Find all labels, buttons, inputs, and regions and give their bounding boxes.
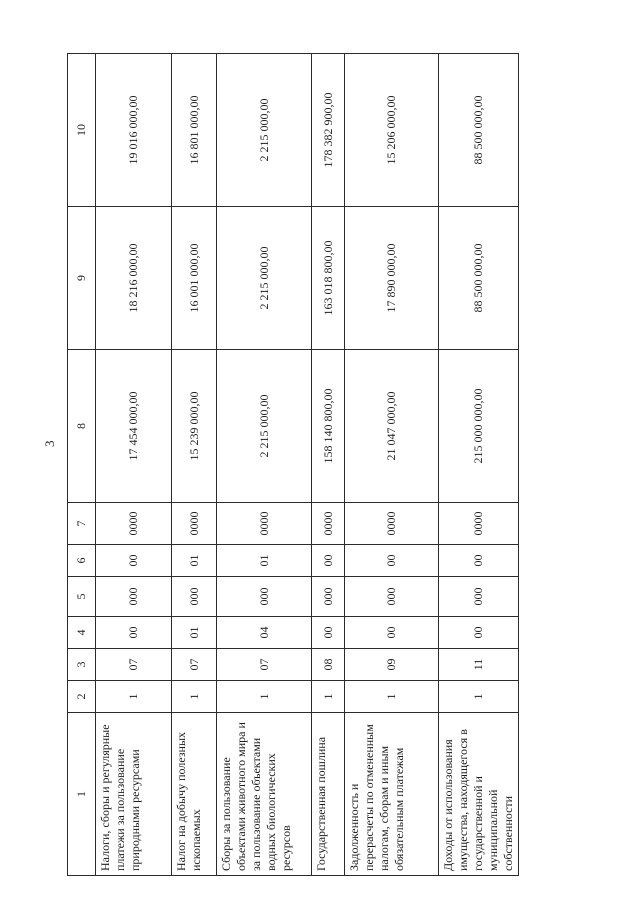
cell-c9: 163 018 800,00 bbox=[312, 207, 345, 350]
col-header-2: 2 bbox=[68, 681, 96, 713]
cell-c4: 00 bbox=[345, 617, 439, 649]
cell-c10: 19 016 000,00 bbox=[96, 54, 172, 207]
cell-c4: 04 bbox=[217, 617, 312, 649]
table-row bbox=[439, 54, 519, 876]
table-row bbox=[217, 54, 312, 876]
col-header-1: 1 bbox=[68, 713, 96, 876]
cell-c3: 08 bbox=[312, 649, 345, 681]
header-row bbox=[68, 54, 96, 876]
col-header-7: 7 bbox=[68, 503, 96, 545]
cell-c7: 0000 bbox=[217, 503, 312, 545]
budget-table bbox=[67, 53, 519, 876]
table-row bbox=[345, 54, 439, 876]
cell-c7: 0000 bbox=[312, 503, 345, 545]
cell-c10: 15 206 000,00 bbox=[345, 54, 439, 207]
col-header-4: 4 bbox=[68, 617, 96, 649]
cell-c4: 01 bbox=[172, 617, 217, 649]
col-header-8: 8 bbox=[68, 350, 96, 503]
table-row bbox=[172, 54, 217, 876]
row-name: Налоги, сборы и регулярные платежи за пользование природными ресурсами bbox=[96, 713, 172, 876]
cell-c5: 000 bbox=[172, 577, 217, 617]
cell-c3: 11 bbox=[439, 649, 519, 681]
cell-c9: 2 215 000,00 bbox=[217, 207, 312, 350]
cell-c6: 00 bbox=[439, 545, 519, 577]
cell-c2: 1 bbox=[172, 681, 217, 713]
cell-c5: 000 bbox=[345, 577, 439, 617]
cell-c7: 0000 bbox=[172, 503, 217, 545]
cell-c10: 88 500 000,00 bbox=[439, 54, 519, 207]
cell-c6: 00 bbox=[312, 545, 345, 577]
cell-c2: 1 bbox=[312, 681, 345, 713]
cell-c8: 158 140 800,00 bbox=[312, 350, 345, 503]
row-name: Сборы за пользование объектами животного мира и за пользование объектами водных биологических ресурсов bbox=[217, 713, 312, 876]
cell-c4: 00 bbox=[96, 617, 172, 649]
cell-c5: 000 bbox=[439, 577, 519, 617]
cell-c10: 16 801 000,00 bbox=[172, 54, 217, 207]
cell-c5: 000 bbox=[96, 577, 172, 617]
cell-c6: 01 bbox=[172, 545, 217, 577]
cell-c2: 1 bbox=[96, 681, 172, 713]
cell-c9: 17 890 000,00 bbox=[345, 207, 439, 350]
table-row bbox=[312, 54, 345, 876]
cell-c3: 09 bbox=[345, 649, 439, 681]
cell-c2: 1 bbox=[345, 681, 439, 713]
cell-c4: 00 bbox=[439, 617, 519, 649]
page-number: 3 bbox=[42, 440, 57, 447]
col-header-6: 6 bbox=[68, 545, 96, 577]
col-header-5: 5 bbox=[68, 577, 96, 617]
cell-c10: 2 215 000,00 bbox=[217, 54, 312, 207]
cell-c8: 2 215 000,00 bbox=[217, 350, 312, 503]
cell-c5: 000 bbox=[312, 577, 345, 617]
cell-c7: 0000 bbox=[96, 503, 172, 545]
row-name: Государственная пошлина bbox=[312, 713, 345, 876]
cell-c4: 00 bbox=[312, 617, 345, 649]
cell-c2: 1 bbox=[439, 681, 519, 713]
rotated-table-container bbox=[67, 54, 515, 876]
row-name: Доходы от использования имущества, находящегося в государственной и муниципальной собственности bbox=[439, 713, 519, 876]
col-header-10: 10 bbox=[68, 54, 96, 207]
cell-c9: 88 500 000,00 bbox=[439, 207, 519, 350]
cell-c9: 16 001 000,00 bbox=[172, 207, 217, 350]
col-header-9: 9 bbox=[68, 207, 96, 350]
cell-c8: 17 454 000,00 bbox=[96, 350, 172, 503]
cell-c8: 215 000 000,00 bbox=[439, 350, 519, 503]
col-header-3: 3 bbox=[68, 649, 96, 681]
cell-c7: 0000 bbox=[439, 503, 519, 545]
cell-c3: 07 bbox=[96, 649, 172, 681]
cell-c8: 21 047 000,00 bbox=[345, 350, 439, 503]
cell-c6: 01 bbox=[217, 545, 312, 577]
cell-c2: 1 bbox=[217, 681, 312, 713]
cell-c8: 15 239 000,00 bbox=[172, 350, 217, 503]
cell-c7: 0000 bbox=[345, 503, 439, 545]
cell-c5: 000 bbox=[217, 577, 312, 617]
table-row bbox=[96, 54, 172, 876]
cell-c6: 00 bbox=[96, 545, 172, 577]
row-name: Задолженность и перерасчеты по отмененным налогам, сборам и иным обязательным платежам bbox=[345, 713, 439, 876]
cell-c9: 18 216 000,00 bbox=[96, 207, 172, 350]
cell-c3: 07 bbox=[217, 649, 312, 681]
row-name: Налог на добычу полезных ископаемых bbox=[172, 713, 217, 876]
cell-c10: 178 382 900,00 bbox=[312, 54, 345, 207]
cell-c6: 00 bbox=[345, 545, 439, 577]
cell-c3: 07 bbox=[172, 649, 217, 681]
